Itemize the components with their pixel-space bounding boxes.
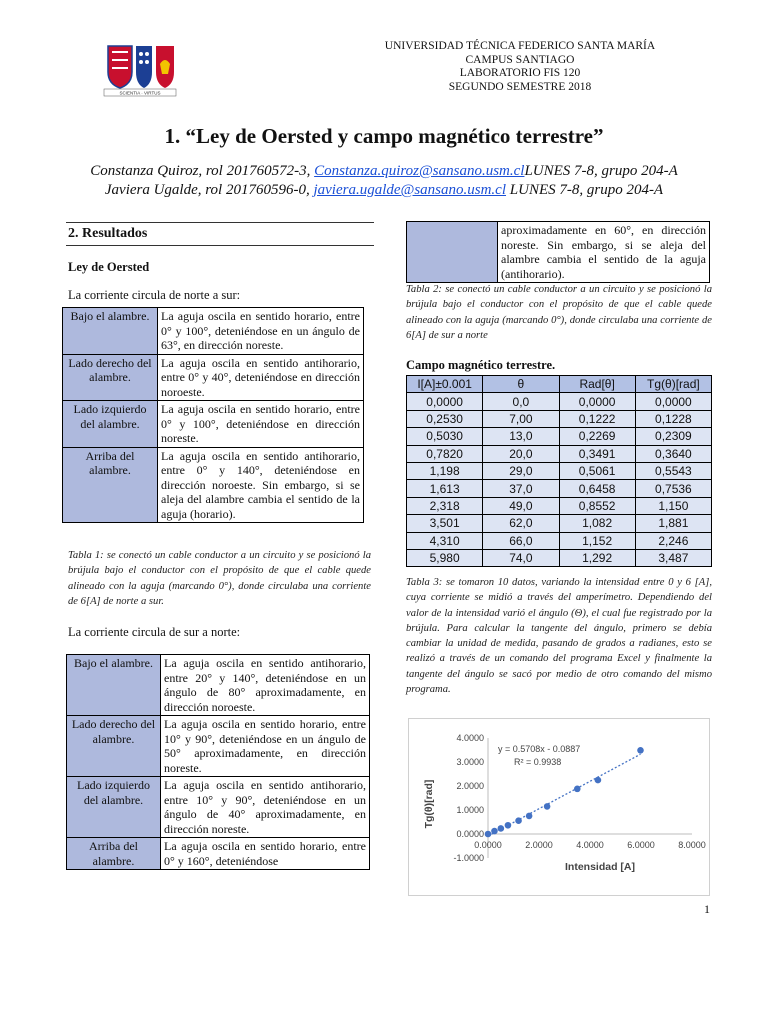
x-axis-label: Intensidad [A] (565, 861, 635, 873)
table-cell-position: Lado derecho del alambre. (67, 716, 161, 777)
y-axis-label: Tg(θ)[rad] (423, 779, 435, 829)
data-point (544, 803, 551, 810)
table-cell-text: La aguja oscila en sentido horario, entre 0° y 100°, deteniéndose en un ángulo de 63°, en dirección noreste. (158, 308, 364, 355)
x-tick-label: 2.0000 (525, 840, 553, 850)
table-row (407, 222, 710, 283)
table-cell: 3,501 (407, 515, 483, 532)
table-cell-text: La aguja oscila en sentido antihorario, entre 0° y 140°, deteniéndose en dirección noroeste. Sin embargo, si se aleja del alambre cambia el sentido de la aguja (horario). (158, 447, 364, 523)
table-cell: 1,152 (559, 532, 635, 549)
section-rule-top (66, 222, 374, 223)
x-tick-label: 0.0000 (474, 840, 502, 850)
table-row (407, 428, 712, 445)
table-row (407, 480, 712, 497)
table-cell: 0,2269 (559, 428, 635, 445)
table-header-cell: Rad[θ] (559, 376, 635, 393)
data-point (491, 828, 498, 835)
table-cell: 5,980 (407, 549, 483, 566)
table-cell: 0,6458 (559, 480, 635, 497)
table-cell: 1,150 (635, 497, 711, 514)
author-list (0, 162, 768, 200)
table-row (67, 777, 370, 838)
r-squared: R² = 0.9938 (514, 757, 562, 767)
table-header-cell: θ (483, 376, 559, 393)
university-name: UNIVERSIDAD TÉCNICA FEDERICO SANTA MARÍA (384, 40, 656, 52)
semester: SEGUNDO SEMESTRE 2018 (448, 80, 592, 93)
table-cell: 74,0 (483, 549, 559, 566)
table-row (63, 354, 364, 401)
table-3-caption: Tabla 3: se tomaron 10 datos, variando la intensidad entre 0 y 6 [A], cuya corriente se midió a través del amperímetro. Dependiendo del valor de la intensidad varió el ángulo (Θ), el cual fue registrado por la brújula. Para calcular la tangente del ángulo, primero se debía cambiar la unidad de medida, pasando de grados a radianes, esto se realizó a través de un comando del programa Excel y finalmente la tangente del ángulo se sacó por medio de otro comando del mismo programa. (406, 577, 712, 696)
svg-text:SCIENTIA · VIRTUS: SCIENTIA · VIRTUS (119, 90, 161, 96)
data-point (485, 831, 492, 838)
table-row (63, 401, 364, 448)
table-cell: 0,7536 (635, 480, 711, 497)
table-cell: 0,3491 (559, 445, 635, 462)
lab-name: LABORATORIO FIS 120 (459, 67, 581, 79)
table-cell: 1,881 (635, 515, 711, 532)
table-cell-position: Lado derecho del alambre. (63, 354, 158, 401)
y-tick-label: -1.0000 (453, 853, 484, 863)
table-row (407, 497, 712, 514)
table-cell: 0,1228 (635, 410, 711, 427)
data-point (498, 825, 505, 832)
data-point (595, 777, 602, 784)
table-cell-text: La aguja oscila en sentido antihorario, entre 20° y 140°, deteniéndose en un ángulo de 80° aproximadamente, en dirección noroeste. (161, 655, 370, 716)
y-tick-label: 2.0000 (456, 781, 484, 791)
table-cell: 0,7820 (407, 445, 483, 462)
y-tick-label: 3.0000 (456, 757, 484, 767)
data-point (637, 747, 644, 754)
observation-table-1 (62, 307, 364, 523)
subsection-heading-earth-field: Campo magnético terrestre. (406, 358, 556, 372)
table-cell-position: Bajo el alambre. (67, 655, 161, 716)
table-cell: 0,0000 (559, 393, 635, 410)
scatter-chart (408, 718, 710, 896)
trendline-equation: y = 0.5708x - 0.0887 (498, 744, 581, 754)
y-tick-label: 0.0000 (456, 829, 484, 839)
table-cell-text: La aguja oscila en sentido antihorario, entre 0° y 40°, deteniéndose en dirección noroeste. (158, 354, 364, 401)
table-cell: 0,5030 (407, 428, 483, 445)
table-cell: 13,0 (483, 428, 559, 445)
table-cell: 29,0 (483, 462, 559, 479)
campus-name: CAMPUS SANTIAGO (465, 53, 575, 66)
table-row (67, 716, 370, 777)
intro-south-north: La corriente circula de sur a norte: (68, 625, 241, 639)
table-cell: 0,2309 (635, 428, 711, 445)
paper-title: 1. “Ley de Oersted y campo magnético terrestre” (164, 124, 604, 148)
x-tick-label: 4.0000 (576, 840, 604, 850)
table-row (407, 549, 712, 566)
table-cell: 0,2530 (407, 410, 483, 427)
section-rule-bottom (66, 245, 374, 246)
table-cell: 0,1222 (559, 410, 635, 427)
table-2-caption: Tabla 2: se conectó un cable conductor a un circuito y se posicionó la brújula bajo el conductor con el propósito de que el cable quede alineado con la aguja (marcando 0°), donde circulaba una corriente de 6[A] de sur a norte (406, 284, 712, 341)
author-2: Javiera Ugalde, rol 201760596-0, javiera.ugalde@sansano.usm.cl LUNES 7-8, grupo 204-A (104, 182, 664, 198)
table-cell: 0,8552 (559, 497, 635, 514)
table-header-cell: I[A]±0.001 (407, 376, 483, 393)
table-cell: 0,5543 (635, 462, 711, 479)
table-cell-text: aproximadamente en 60°, en dirección noreste. Sin embargo, si se aleja del alambre cambia el sentido de la aguja (antihorario). (498, 222, 710, 283)
table-cell: 0,3640 (635, 445, 711, 462)
table-cell: 1,292 (559, 549, 635, 566)
table-cell: 0,0000 (635, 393, 711, 410)
table-cell-text: La aguja oscila en sentido horario, entre 0° y 160°, deteniéndose (161, 838, 370, 870)
table-row (407, 410, 712, 427)
author-2-email-link[interactable]: javiera.ugalde@sansano.usm.cl (313, 182, 507, 198)
table-cell-text: La aguja oscila en sentido antihorario, entre 10° y 90°, deteniéndose en un ángulo de 40° aproximadamente, en dirección noreste. (161, 777, 370, 838)
data-point (515, 817, 522, 824)
x-tick-label: 8.0000 (678, 840, 706, 850)
page-number: 1 (704, 902, 710, 916)
data-table-3 (406, 375, 712, 567)
table-cell: 3,487 (635, 549, 711, 566)
table-cell-text: La aguja oscila en sentido horario, entre 0° y 100°, deteniéndose en dirección noreste. (158, 401, 364, 448)
table-cell: 62,0 (483, 515, 559, 532)
university-header (380, 40, 660, 94)
table-cell: 37,0 (483, 480, 559, 497)
table-row (407, 445, 712, 462)
table-1-caption: Tabla 1: se conectó un cable conductor a un circuito y se posicionó la brújula bajo el conductor con el propósito de que el cable quede alineado con la aguja (marcando 0°), donde circulaba una corriente de 6[A] de norte a sur. (68, 550, 371, 607)
table-row (407, 462, 712, 479)
table-header-cell: Tg(θ)[rad] (635, 376, 711, 393)
data-point (505, 822, 512, 829)
table-row (67, 655, 370, 716)
university-logo (100, 42, 180, 98)
table-row (63, 447, 364, 523)
table-cell: 0,0 (483, 393, 559, 410)
table-row (407, 515, 712, 532)
table-cell: 0,0000 (407, 393, 483, 410)
table-row (67, 838, 370, 870)
observation-table-2-continued (406, 221, 710, 283)
table-cell: 4,310 (407, 532, 483, 549)
table-cell-position: Lado izquierdo del alambre. (67, 777, 161, 838)
table-cell: 66,0 (483, 532, 559, 549)
table-header-row (407, 376, 712, 393)
table-cell: 2,246 (635, 532, 711, 549)
observation-table-2 (66, 654, 370, 870)
table-cell-text: La aguja oscila en sentido horario, entre 10° y 90°, deteniéndose en un ángulo de 50° aproximadamente, en dirección noreste. (161, 716, 370, 777)
x-tick-label: 6.0000 (627, 840, 655, 850)
data-point (526, 813, 533, 820)
intro-north-south: La corriente circula de norte a sur: (68, 288, 241, 302)
table-cell: 1,198 (407, 462, 483, 479)
table-row (407, 532, 712, 549)
table-cell-position: Arriba del alambre. (67, 838, 161, 870)
table-cell: 49,0 (483, 497, 559, 514)
table-cell: 0,5061 (559, 462, 635, 479)
table-row (63, 308, 364, 355)
table-cell: 2,318 (407, 497, 483, 514)
table-row (407, 393, 712, 410)
table-cell: 7,00 (483, 410, 559, 427)
author-1-email-link[interactable]: Constanza.quiroz@sansano.usm.cl (314, 163, 525, 179)
y-tick-label: 1.0000 (456, 805, 484, 815)
table-cell-position: Arriba del alambre. (63, 447, 158, 523)
table-cell: 1,613 (407, 480, 483, 497)
section-heading: 2. Resultados (68, 226, 148, 241)
data-point (574, 786, 581, 793)
table-cell-position: Lado izquierdo del alambre. (63, 401, 158, 448)
table-cell: 1,082 (559, 515, 635, 532)
table-cell: 20,0 (483, 445, 559, 462)
subsection-heading-oersted: Ley de Oersted (68, 260, 150, 274)
author-1: Constanza Quiroz, rol 201760572-3, Constanza.quiroz@sansano.usm.clLUNES 7-8, grupo 204-A (90, 163, 678, 179)
table-cell-position: Bajo el alambre. (63, 308, 158, 355)
y-tick-label: 4.0000 (456, 733, 484, 743)
